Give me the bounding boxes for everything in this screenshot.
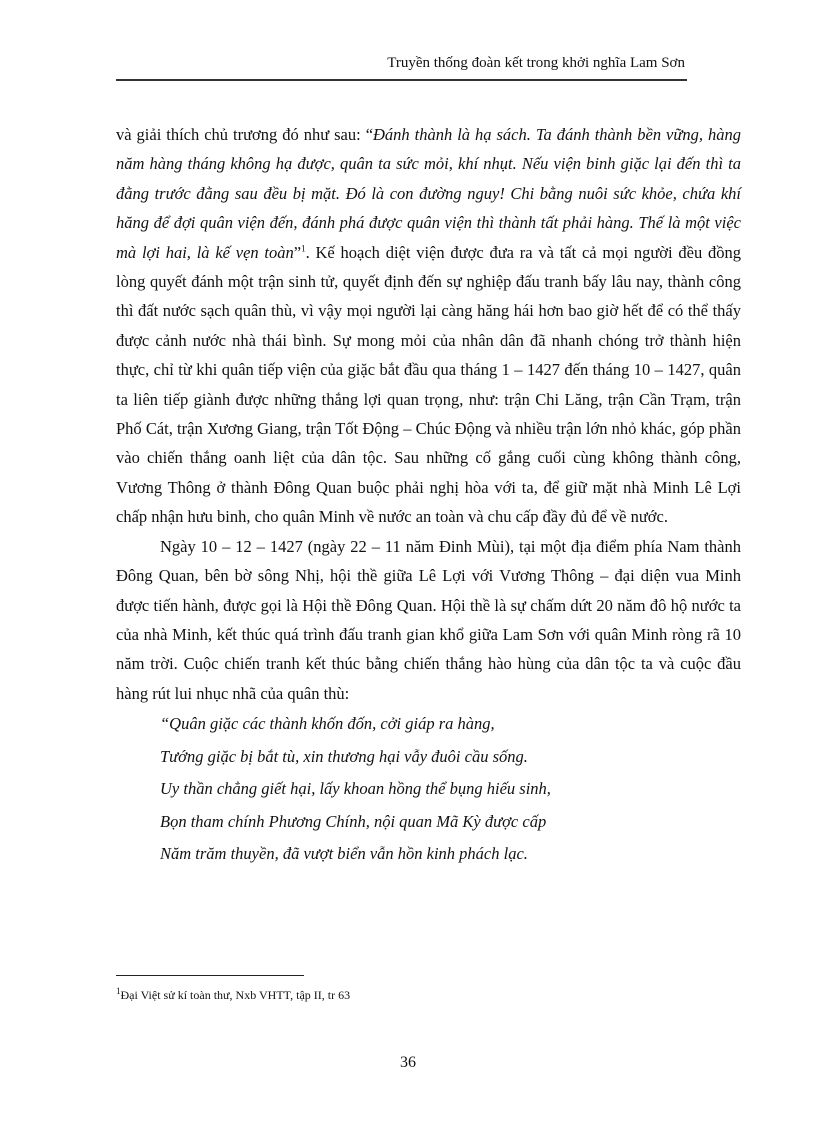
footnote-text: Đại Việt sử kí toàn thư, Nxb VHTT, tập II, tr 63 — [120, 988, 351, 1002]
header-rule — [116, 79, 687, 81]
paragraph-1-rest: . Kế hoạch diệt viện được đưa ra và tất cả mọi người đều đồng lòng quyết đánh một trận sinh tử, quyết định đến sự nghiệp đấu tranh bấy lâu nay, thành công thì đất nước sạch quân thù, vì vậy mọi người lại càng hăng hái hơn bao giờ hết để có thể thấy được cảnh nước nhà thái bình. Sự mong mỏi của nhân dân đã nhanh chóng trở thành hiện thực, chỉ từ khi quân tiếp viện của giặc bắt đầu qua tháng 1 – 1427 đến tháng 10 – 1427, quân ta liên tiếp giành được những thắng lợi quan trọng, như: trận Chi Lăng, trận Cần Trạm, trận Phố Cát, trận Xương Giang, trận Tốt Động – Chúc Động và nhiều trận lớn nhỏ khác, góp phần vào chiến thắng oanh liệt của dân tộc. Sau những cố gắng cuối cùng không thành công, Vương Thông ở thành Đông Quan buộc phải nghị hòa với ta, để giữ mặt nhà Minh Lê Lợi chấp nhận hưu binh, cho quân Minh về nước an toàn và chu cấp đầy đủ để về nước. — [116, 242, 741, 527]
poem-line: Bọn tham chính Phương Chính, nội quan Mã Kỳ được cấp — [160, 811, 547, 831]
poem-line: Uy thần chẳng giết hại, lấy khoan hồng thể bụng hiếu sinh, — [160, 779, 551, 799]
footnote — [116, 988, 350, 1003]
poem-line: “Quân giặc các thành khốn đốn, cởi giáp ra hàng, — [160, 714, 495, 734]
poem-line: Năm trăm thuyền, đã vượt biển vẫn hồn kinh phách lạc. — [160, 844, 528, 864]
poem-excerpt — [116, 708, 741, 871]
poem-line: Tướng giặc bị bắt tù, xin thương hại vẫy đuôi cầu sống. — [160, 746, 528, 766]
paragraph-1 — [116, 120, 741, 532]
footnote-separator — [116, 975, 304, 976]
footnote-number: 1 — [116, 986, 121, 996]
quote-close: ” — [293, 242, 302, 262]
body-text — [116, 120, 741, 871]
footnote-reference: 1 — [301, 243, 306, 254]
paragraph-2: Ngày 10 – 12 – 1427 (ngày 22 – 11 năm Đinh Mùi), tại một địa điểm phía Nam thành Đông Quan, bên bờ sông Nhị, hội thề giữa Lê Lợi với Vương Thông – đại diện vua Minh được tiến hành, được gọi là Hội thề Đông Quan. Hội thề là sự chấm dứt 20 năm đô hộ nước ta của nhà Minh, kết thúc quá trình đấu tranh gian khổ giữa Lam Sơn với quân Minh ròng rã 10 năm trời. Cuộc chiến tranh kết thúc bằng chiến thắng hào hùng của dân tộc ta và cuộc đầu hàng rút lui nhục nhã của quân thù: — [116, 536, 741, 703]
running-header: Truyền thống đoàn kết trong khởi nghĩa Lam Sơn — [387, 55, 685, 71]
paragraph-1-intro: và giải thích chủ trương đó như sau: “ — [116, 125, 374, 144]
quotation: Đánh thành là hạ sách. Ta đánh thành bền vững, hàng năm hàng tháng không hạ được, quân ta sức mỏi, khí nhụt. Nếu viện binh giặc lại đến thì ta đằng trước đằng sau đều bị mặt. Đó là con đường nguy! Chi bằng nuôi sức khỏe, chứa khí hăng để đợi quân viện đến, đánh phá được quân viện thì thành tất phải hàng. Thế là một việc mà lợi hai, là kế vẹn toàn — [116, 125, 741, 262]
page-number: 36 — [400, 1054, 416, 1071]
